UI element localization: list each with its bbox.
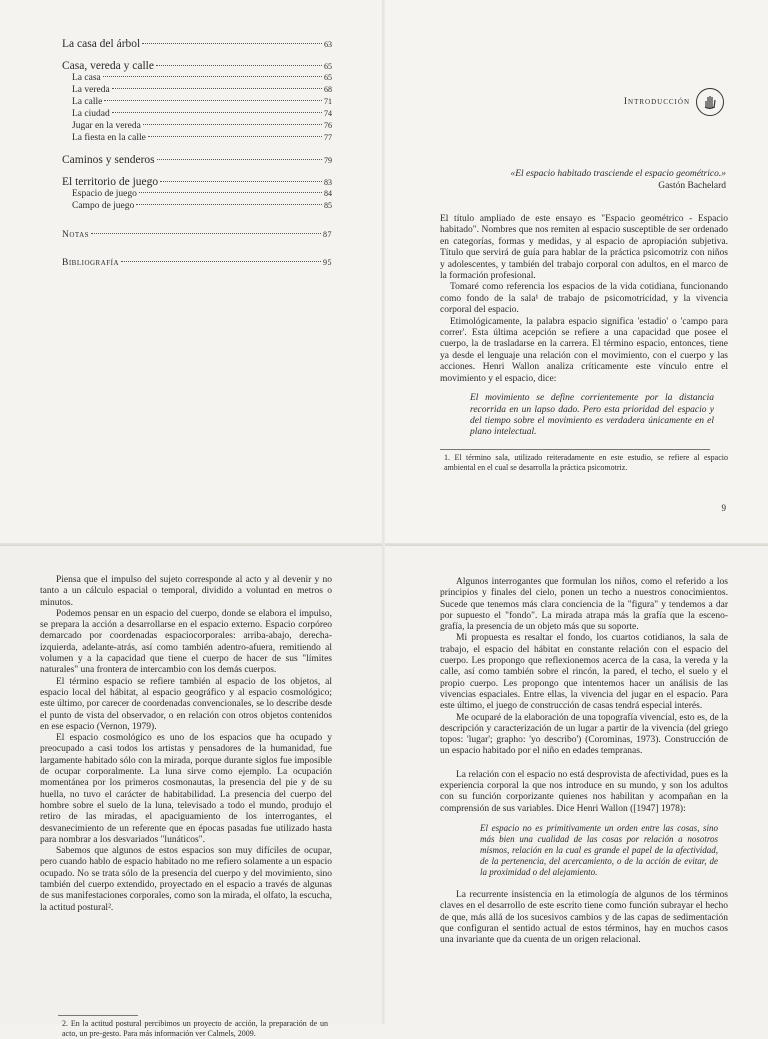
toc-subentry: La casa 65 bbox=[72, 73, 332, 83]
footnote-rule bbox=[58, 1015, 138, 1016]
toc-entry-page: 79 bbox=[324, 156, 332, 165]
toc-subentry: Jugar en la vereda 76 bbox=[72, 121, 332, 131]
footnote: 2. En la actitud postural percibimos un proyecto de acción, la preparación de un acto, un pre-gesto. Para más información ver Calmels, 2009. bbox=[62, 1019, 328, 1038]
paragraph: El espacio cosmológico es uno de los espacios que ha ocupado y preocupado a casi todos los artistas y pensadores de la humanidad, fue largamente habitado sólo con la mirada, porque durante siglos fue imposible de ocupar corporalmente. La luna sirve como ejemplo. La ocupación momentánea por los primeros cosmonautas, la presencia del pie y de su huella, no tuvo el carácter de habitabilidad. La presencia del cuerpo del hombre sobre el suelo de la luna, televisado a todo el mundo, produjo el retiro de las miradas, el apaciguamiento de los interrogantes, el desvanecimiento de un referente que en épocas pasadas fue utilizado hasta para nombrar a los desvariados "lunáticos". bbox=[40, 733, 332, 845]
toc-entry bbox=[62, 38, 332, 50]
paragraph: Piensa que el impulso del sujeto corresponde al acto y al devenir y no tanto a un cálculo espacial o temporal, dividido a voluntad en metros o minutos. bbox=[40, 575, 332, 608]
hand-icon bbox=[696, 88, 724, 116]
paragraph: Tomaré como referencia los espacios de la vida cotidiana, funcionando como fondo de la sala¹ de trabajo de psicomotricidad, y la vivencia corporal del espacio. bbox=[440, 282, 728, 316]
table-of-contents bbox=[62, 38, 332, 268]
paragraph: El título ampliado de este ensayo es "Espacio geométrico - Espacio habitado". Nombres que nos remiten al espacio susceptible de ser ordenado en categorías, formas y medidas, y al espacio de apropiación subjetiva. Título que servirá de guía para hablar de la práctica psicomotriz con niños y adolescentes, y también del trabajo corporal con adultos, en el marco de la formación profesional. bbox=[440, 214, 728, 282]
toc-entry-label: Casa, vereda y calle bbox=[62, 60, 154, 72]
block-quote: El movimiento se define corrientemente por la distancia recorrida en un lapso dado. Pero esta prioridad del espacio y del tiempo sobre el movimiento es verdadera únicamente en el plano intelectual. bbox=[470, 393, 714, 438]
toc-entry bbox=[62, 154, 332, 166]
toc-entry-page: 63 bbox=[324, 40, 332, 49]
toc-subentry: Espacio de juego 84 bbox=[72, 189, 332, 199]
epigraph-quote: «El espacio habitado trasciende el espacio geométrico.» bbox=[510, 169, 726, 179]
toc-page bbox=[0, 0, 384, 545]
toc-entry-label: Caminos y senderos bbox=[62, 154, 155, 166]
paragraph: Sabemos que algunos de estos espacios son muy difíciles de ocupar, pero cuando hablo de espacio habitado no me refiero solamente a un espacio ocupado. No se trata sólo de la presencia del cuerpo y del movimiento, sino también del cuerpo extendido, proyectado en el espacio a través de algunas de sus manifestaciones corporales, como son la mirada, el olfato, la escucha, la actitud postural². bbox=[40, 846, 332, 913]
block-quote: El espacio no es primitivamente un orden entre las cosas, sino más bien una cualidad de las cosas por relación a nosotros mismos, relación en la cual es grande el papel de la afectividad, de la pertenencia, del acercamiento, o de la acción de evitar, de la proximidad o del alejamiento. bbox=[480, 822, 718, 877]
toc-subentry: La calle 71 bbox=[72, 97, 332, 107]
toc-entry bbox=[62, 60, 332, 72]
toc-entry bbox=[62, 176, 332, 188]
toc-entry-bibliografia: Bibliografía 95 bbox=[62, 258, 332, 268]
intro-body bbox=[440, 214, 728, 473]
paragraph: La relación con el espacio no está desprovista de afectividad, pues es la experiencia corporal la que nos introduce en su mundo, y son los adultos con su función corporizante quienes nos habilitan y acompañan en la comprensión de sus variables. Dice Henri Wallon ([1947] 1978): bbox=[440, 769, 728, 814]
paragraph: Podemos pensar en un espacio del cuerpo, donde se elabora el impulso, se prepara la acción a desarrollarse en el espacio externo. Espacio corpóreo demarcado por coordenadas espaciocorporales: arriba-abajo, derecha-izquierda, adelante-atrás, así como también adentro-afuera, remitiendo al volumen y a la capacidad que tiene el cuerpo de hacer de sus "límites naturales" una frontera de intercambio con los demás cuerpos. bbox=[40, 608, 332, 676]
toc-entry-page: 65 bbox=[324, 62, 332, 71]
footnote-rule bbox=[440, 449, 710, 450]
epigraph-author: Gastón Bachelard bbox=[658, 181, 726, 191]
toc-entry-label: La casa del árbol bbox=[62, 38, 141, 50]
paragraph: El término espacio se refiere también al espacio de los objetos, al espacio local del hábitat, al espacio geográfico y al espacio cosmológico; este último, por carecer de coordenadas convencionales, se lo describe desde el punto de vista del observador, o en relación con otros objetos contenidos en ese espacio (Vernon, 1979). bbox=[40, 676, 332, 732]
toc-subentry: La vereda 68 bbox=[72, 85, 332, 95]
footnote-block bbox=[58, 1005, 328, 1039]
section-header bbox=[624, 88, 724, 116]
paragraph: Algunos interrogantes que formulan los niños, como el referido a los principios y finales del cielo, ponen un techo a nuestros conocimientos. Sucede que tenemos más clara conciencia de la "figura" y tendemos a dar por supuesto el "fondo". La mirada atrapa más la grafía que la esceno-grafía, la presencia de un objeto más que su soporte. bbox=[440, 577, 728, 633]
toc-subentry: La ciudad 74 bbox=[72, 109, 332, 119]
scan-fold-vertical bbox=[382, 0, 385, 1024]
footnote: 1. El término sala, utilizado reiteradamente en este estudio, se refiere al espacio ambiental en el cual se desarrolla la práctica psicomotriz. bbox=[444, 452, 728, 472]
epigraph bbox=[510, 168, 726, 192]
page-body bbox=[40, 575, 332, 914]
text-page-left bbox=[0, 545, 384, 1038]
page-number: 9 bbox=[721, 503, 726, 513]
text-page-right bbox=[384, 545, 768, 1024]
paragraph: Etimológicamente, la palabra espacio significa 'estadio' o 'campo para correr'. Esta última acepción se refiere a una capacidad que posee el cuerpo, la de trasladarse en la carrera. El término espacio, entonces, tiene ya desde el lenguaje una relación con el movimiento, con el cuerpo y las acciones. Henri Wallon analiza críticamente este vínculo entre el movimiento y el espacio, dice: bbox=[440, 316, 728, 384]
toc-entry-notas: Notas 87 bbox=[62, 230, 332, 240]
page-body bbox=[440, 577, 728, 946]
toc-subentry: La fiesta en la calle 77 bbox=[72, 133, 332, 143]
introduction-page bbox=[384, 0, 768, 545]
toc-entry-page: 83 bbox=[324, 178, 332, 187]
paragraph: Mi propuesta es resaltar el fondo, los cuartos cotidianos, la sala de trabajo, el espacio del hábitat en constante relación con el espacio del cuerpo. Les propongo que reflexionemos acerca de la casa, la vereda y la calle, así como también sobre el rincón, la pared, el techo, el suelo y el propio cuerpo. Les propongo que intentemos hacer un análisis de las vivencias espaciales. Entre ellas, la vivencia del jugar en el espacio. Para este último, el juego de construcción de casas tendrá especial interés. bbox=[440, 633, 728, 712]
paragraph: Me ocuparé de la elaboración de una topografía vivencial, esto es, de la descripción y caracterización de un lugar a partir de la vivencia (del griego topos: 'lugar'; grapho: 'yo describo') (Corominas, 1973). Construcción de un espacio habitado por el niño en edades tempranas. bbox=[440, 712, 728, 757]
toc-subentry: Campo de juego 85 bbox=[72, 201, 332, 211]
paragraph: La recurrente insistencia en la etimología de algunos de los términos claves en el desarrollo de este escrito tiene como función subrayar el hecho de que, más allá de los sucesivos cambios y de las capas de sedimentación que configuran el sentido actual de estos términos, hay en muchos casos una invariante que da cuenta de un origen relacional. bbox=[440, 889, 728, 946]
section-title: Introducción bbox=[623, 97, 690, 107]
toc-entry-label: El territorio de juego bbox=[62, 176, 159, 188]
